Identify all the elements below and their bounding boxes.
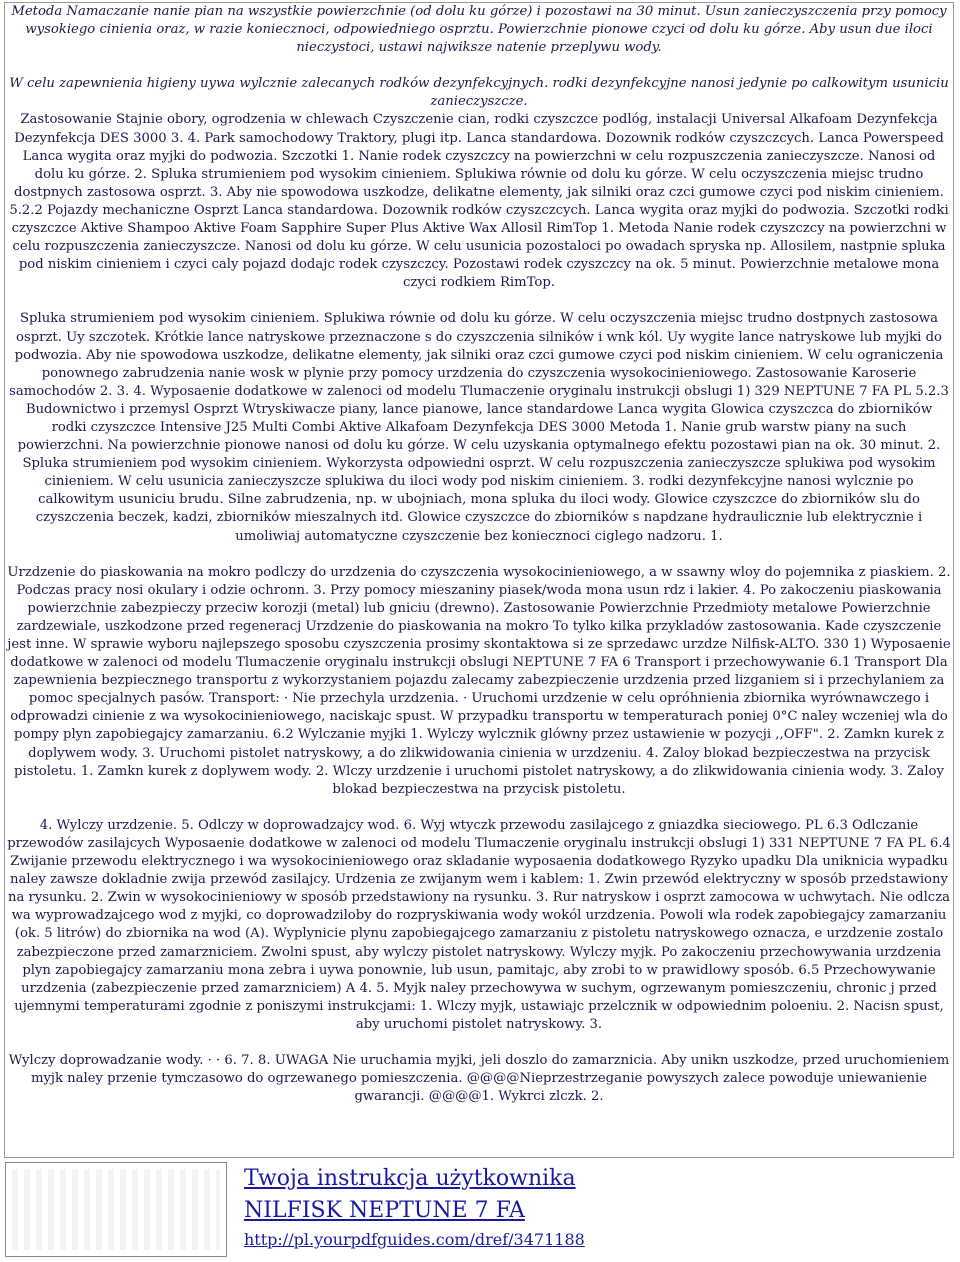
- document-frame: [4, 2, 954, 1158]
- paragraph: Spluka strumieniem pod wysokim cinieniem. Splukiwa równie od dolu ku górze. W celu oczyszczenia miejsc trudno dostpnych zastosowa osprzt. Uy szczotek. Krótkie lance natryskowe przeznaczone s do czyszczenia silników i wnk kól. Uy wygite lance natryskowe lub myjki do podwozia. Aby nie spowodowa uszkodze, delikatne elementy, jak silniki oraz czci gumowe czyci pod niskim cinieniem. W celu ograniczenia ponownego zabrudzenia nanie wosk w plynie przy pomocy urzdzenia do czyszczenia wysokocinieniowego. Zastosowanie Karoserie samochodów 2. 3. 4. Wyposaenie dodatkowe w zalenoci od modelu Tlumaczenie oryginalu instrukcji obslugi 1) 329 NEPTUNE 7 FA PL 5.2.3 Budownictwo i przemysl Osprzt Wtryskiwacze piany, lance pianowe, lance standardowe Lanca wygita Glowica czyszczca do zbiorników rodki czyszczce Intensive J25 Multi Combi Aktive Alkafoam Dezynfekcja DES 3000 Metoda 1. Nanie grub warstw piany na such powierzchni. Na powierzchnie pionowe nanosi od dolu ku górze. W celu uzyskania optymalnego efektu pozostawi pian na ok. 30 minut. 2. Spluka strumieniem pod wysokim cinieniem. Wykorzysta odpowiedni osprzt. W celu rozpuszczenia zanieczyszcze splukiwa pod wysokim cinieniem. W celu usunicia zanieczyszcze splukiwa du iloci wody pod niskim cinieniem. 3. rodki dezynfekcyjne nanosi wylcznie po calkowitym usuniciu brudu. Silne zabrudzenia, np. w ubojniach, mona spluka du iloci wody. Glowice czyszczce do zbiorników slu do czyszczenia beczek, kadzi, zbiorników mieszalnych itd. Glowice czyszczce do zbiorników s napdzane hydraulicznie lub elektrycznie i umoliwiaj automatyczne czyszczenie bez koniecznoci ciglego nadzoru. 1.: [9, 311, 949, 544]
- paragraph: Zastosowanie Stajnie obory, ogrodzenia w chlewach Czyszczenie cian, rodki czyszczce podlóg, instalacji Universal Alkafoam Dezynfekcja Dezynfekcja DES 3000 3. 4. Park samochodowy Traktory, plugi itp. Lanca standardowa. Dozownik rodków czyszczcych. Lanca Powerspeed Lanca wygita oraz myjki do podwozia. Szczotki 1. Nanie rodek czyszczcy na powierzchni w celu rozpuszczenia zanieczyszcze. Nanosi od dolu ku górze. 2. Spluka strumieniem pod wysokim cinieniem. Splukiwa równie od dolu ku górze. W celu oczyszczenia miejsc trudno dostpnych zastosowa osprzt. 3. Aby nie spowodowa uszkodze, delikatne elementy, jak silniki oraz czci gumowe czyci pod niskim cinieniem. 5.2.2 Pojazdy mechaniczne Osprzt Lanca standardowa. Dozownik rodków czyszczcych. Lanca wygita oraz myjki do podwozia. Szczotki rodki czyszczce Aktive Shampoo Aktive Foam Sapphire Super Plus Aktive Wax Allosil RimTop 1. Metoda Nanie rodek czyszczcy na powierzchni w celu rozpuszczenia zanieczyszcze. Nanosi od dolu ku górze. W celu usunicia pozostaloci po owadach spryska np. Allosilem, nastpnie spluka pod niskim cinieniem i czyci caly pojazd dodajc rodek czyszczcy. Pozostawi rodek czyszczcy na ok. 5 minut. Powierzchnie metalowe mona czyci rodkiem RimTop.: [9, 112, 949, 291]
- document-body: [5, 3, 953, 1106]
- paragraph: Wylczy doprowadzanie wody. · · 6. 7. 8. UWAGA Nie uruchamia myjki, jeli doszlo do zamarznicia. Aby unikn uszkodze, przed uruchomieniem myjk naley przenie tymczasowo do ogrzewanego pomieszczenia. @@@@Nieprzestrzeganie powyszych zalece powoduje uniewanienie gwarancji. @@@@1. Wykrci zlczk. 2.: [8, 1052, 950, 1105]
- product-name-link[interactable]: NILFISK NEPTUNE 7 FA: [244, 1198, 525, 1223]
- paragraph: Metoda Namaczanie nanie pian na wszystkie powierzchnie (od dolu ku górze) i pozostawi na 30 minut. Usun zanieczyszczenia przy pomocy wysokiego cinienia oraz, w razie koniecznoci, odpowiedniego osprztu. Powierzchnie pionowe czyci od dolu ku górze. Aby usun due iloci nieczystoci, ustawi najwiksze natenie przeplywu wody.: [11, 4, 947, 56]
- paragraph-gap: [7, 1034, 951, 1052]
- logo-placeholder: [12, 1169, 220, 1250]
- paragraph-gap: [7, 799, 951, 817]
- paragraph-gap: [7, 546, 951, 564]
- paragraph-gap: [7, 57, 951, 75]
- source-url-link[interactable]: http://pl.yourpdfguides.com/dref/3471188: [244, 1230, 585, 1249]
- paragraph-gap: [7, 292, 951, 310]
- paragraph: 4. Wylczy urzdzenie. 5. Odlczy w doprowadzajcy wod. 6. Wyj wtyczk przewodu zasilajcego z gniazdka sieciowego. PL 6.3 Odlczanie przewodów zasilajcych Wyposaenie dodatkowe w zalenoci od modelu Tlumaczenie oryginalu instrukcji obslugi 1) 331 NEPTUNE 7 FA PL 6.4 Zwijanie przewodu elektrycznego i wa wysokocinieniowego oraz skladanie wyposaenia dodatkowego Ryzyko upadku Dla uniknicia wypadku naley zawsze dokladnie zwija przewód zasilajcy. Urdzenia ze zwijanym wem i kablem: 1. Zwin przewód elektryczny w sposób przedstawiony na rysunku. 2. Zwin w wysokocinieniowy w sposób przedstawiony na rysunku. 3. Rur natryskow i osprzt zamocowa w uchwytach. Nie odlcza wa wyprowadzajcego wod z myjki, co doprowadziloby do rozpryskiwania wody wokól urzdzenia. Powoli wla rodek zapobiegajcy zamarzaniu (ok. 5 litrów) do zbiornika na wod (A). Wyplynicie plynu zapobiegajcego zamarzaniu z pistoletu natryskowego oznacza, e urzdzenie zostalo zabezpieczone przed zamarzniciem. Zwolni spust, aby wylczy pistolet natryskowy. Wylczy myjk. Po zakoczeniu przechowywania urzdzenia plyn zapobiegajcy zamarzaniu mona zebra i uywa ponownie, lub usun, pamitajc, aby zrobi to w prawidlowy sposób. 6.5 Przechowywanie urzdzenia (zabezpieczenie przed zamarzniciem) A 4. 5. Myjk naley przechowywa w suchym, ogrzewanym pomieszczeniu, chronic j przed ujemnymi temperaturami zgodnie z poniszymi instrukcjami: 1. Wlczy myjk, ustawiajc przelcznik w odpowiednim poloeniu. 2. Nacisn spust, aby uruchomi pistolet natryskowy. 3.: [7, 817, 951, 1032]
- paragraph: W celu zapewnienia higieny uywa wylcznie zalecanych rodków dezynfekcyjnych. rodki dezynfekcyjne nanosi jedynie po calkowitym usuniciu zanieczyszcze.: [9, 76, 949, 110]
- logo-image: [5, 1162, 227, 1257]
- footer: [0, 1160, 960, 1262]
- paragraph: Urzdzenie do piaskowania na mokro podlczy do urzdzenia do czyszczenia wysokocinieniowego, a w ssawny wloy do pojemnika z piaskiem. 2. Podczas pracy nosi okulary i odzie ochronn. 3. Przy pomocy mieszaniny piasek/woda mona usun rdz i lakier. 4. Po zakoczeniu piaskowania powierzchnie zabezpieczy przeciw korozji (metal) lub gniciu (drewno). Zastosowanie Powierzchnie Przedmioty metalowe Powierzchnie zardzewiale, uszkodzone przed regeneracj Urzdzenie do piaskowania na mokro To tylko kilka przykladów zastosowania. Kade czyszczenie jest inne. W sprawie wyboru najlepszego sposobu czyszczenia prosimy skontaktowa si ze sprzedawc urzdze Nilfisk-ALTO. 330 1) Wyposaenie dodatkowe w zalenoci od modelu Tlumaczenie oryginalu instrukcji obslugi NEPTUNE 7 FA 6 Transport i przechowywanie 6.1 Transport Dla zapewnienia bezpiecznego transportu z wykorzystaniem pojazdu zalecamy zabezpieczenie urzdzenia przed lizganiem si i przechylaniem za pomoc specjalnych pasów. Transport: · Nie przechyla urzdzenia. · Uruchomi urzdzenie w celu opróhnienia zbiornika wyrównawczego i odprowadzi cinienie z wa wysokocinieniowego, naciskajc spust. W przypadku transportu w temperaturach poniej 0°C naley wczeniej wla do pompy plyn zapobiegajcy zamarzaniu. 6.2 Wylczanie myjki 1. Wylczy wylcznik glówny przez ustawienie w pozycji ,,OFF". 2. Zamkn kurek z doplywem wody. 3. Uruchomi pistolet natryskowy, a do zlikwidowania cinienia w urzdzeniu. 4. Zaloy blokad bezpieczestwa na przycisk pistoletu. 1. Zamkn kurek z doplywem wody. 2. Wlczy urzdzenie i uruchomi pistolet natryskowy, a do zlikwidowania cinienia wody. 3. Zaloy blokad bezpieczestwa na przycisk pistoletu.: [7, 564, 951, 797]
- manual-title-link[interactable]: Twoja instrukcja użytkownika: [244, 1166, 576, 1191]
